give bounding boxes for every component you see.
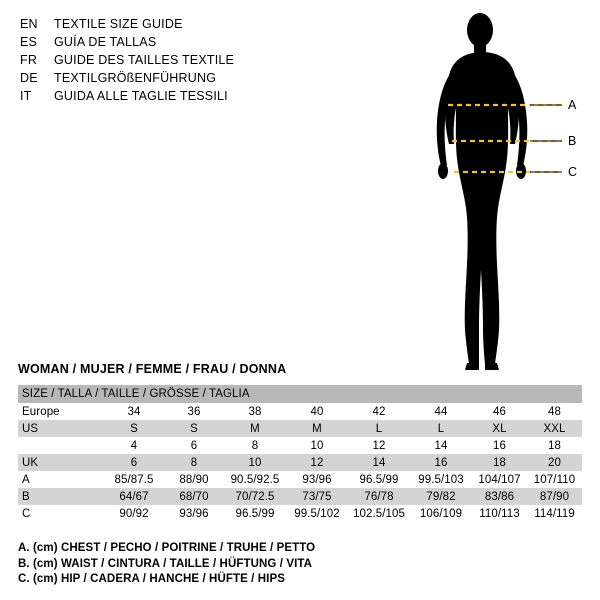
cell: 6 (164, 437, 224, 454)
language-row (20, 34, 350, 51)
cell: 90/92 (104, 505, 164, 522)
cell: 14 (410, 437, 472, 454)
row-label (18, 437, 104, 454)
cell: 16 (410, 454, 472, 471)
cell: 16 (472, 437, 527, 454)
language-text: TEXTILGRÖßENFÜHRUNG (54, 71, 217, 85)
measurement-legend (18, 541, 518, 588)
cell: 8 (224, 437, 286, 454)
language-code: FR (20, 53, 38, 67)
language-code: EN (20, 17, 38, 31)
legend-line-b: B. (cm) WAIST / CINTURA / TAILLE / HÜFTUNG / VITA (18, 557, 313, 570)
cell: 73/75 (286, 488, 348, 505)
cell: M (286, 420, 348, 437)
cell: XL (472, 420, 527, 437)
measure-label-c: C (568, 165, 578, 179)
female-silhouette-icon (380, 8, 590, 378)
cell: 6 (104, 454, 164, 471)
cell: 18 (527, 437, 582, 454)
row-label: A (18, 471, 104, 488)
cell: 36 (164, 403, 224, 420)
legend-line-a: A. (cm) CHEST / PECHO / POITRINE / TRUHE / PETTO (18, 542, 316, 554)
row-label: Europe (18, 403, 104, 420)
cell: 38 (224, 403, 286, 420)
cell: 10 (224, 454, 286, 471)
cell: 4 (104, 437, 164, 454)
cell: 99.5/102 (286, 505, 348, 522)
measure-label-a: A (568, 98, 577, 112)
table-row (18, 420, 582, 437)
cell: 12 (348, 437, 410, 454)
cell: 64/67 (104, 488, 164, 505)
cell: 104/107 (472, 471, 527, 488)
language-text: GUIDA ALLE TAGLIE TESSILI (54, 89, 228, 103)
cell: M (224, 420, 286, 437)
cell: 18 (472, 454, 527, 471)
cell: 70/72.5 (224, 488, 286, 505)
size-table-wrapper (18, 385, 582, 522)
language-text: GUÍA DE TALLAS (54, 35, 157, 49)
cell: 34 (104, 403, 164, 420)
table-header-row (18, 385, 582, 403)
cell: 83/86 (472, 488, 527, 505)
table-row (18, 488, 582, 505)
cell: L (348, 420, 410, 437)
section-title: WOMAN / MUJER / FEMME / FRAU / DONNA (18, 362, 287, 376)
cell: 12 (286, 454, 348, 471)
language-text: GUIDE DES TAILLES TEXTILE (54, 53, 235, 67)
cell: 48 (527, 403, 582, 420)
cell: 8 (164, 454, 224, 471)
cell: 114/119 (527, 505, 582, 522)
cell: 79/82 (410, 488, 472, 505)
language-row (20, 88, 350, 105)
table-row (18, 437, 582, 454)
table-row (18, 471, 582, 488)
cell: 90.5/92.5 (224, 471, 286, 488)
body-figure (380, 8, 590, 378)
cell: 93/96 (164, 505, 224, 522)
cell: 99.5/103 (410, 471, 472, 488)
cell: 40 (286, 403, 348, 420)
size-table (18, 385, 582, 522)
cell: 88/90 (164, 471, 224, 488)
cell: 106/109 (410, 505, 472, 522)
cell: 85/87.5 (104, 471, 164, 488)
language-text: TEXTILE SIZE GUIDE (54, 17, 183, 31)
measure-label-b: B (568, 134, 577, 148)
table-header-label: SIZE / TALLA / TAILLE / GRÖSSE / TAGLIA (18, 385, 582, 403)
cell: 10 (286, 437, 348, 454)
cell: 107/110 (527, 471, 582, 488)
cell: 93/96 (286, 471, 348, 488)
row-label: UK (18, 454, 104, 471)
cell: 110/113 (472, 505, 527, 522)
cell: 44 (410, 403, 472, 420)
row-label: US (18, 420, 104, 437)
language-list (20, 16, 350, 106)
cell: 14 (348, 454, 410, 471)
language-code: IT (20, 89, 32, 103)
cell: 20 (527, 454, 582, 471)
language-row (20, 52, 350, 69)
cell: XXL (527, 420, 582, 437)
cell: 68/70 (164, 488, 224, 505)
language-code: ES (20, 35, 38, 49)
cell: L (410, 420, 472, 437)
language-row (20, 16, 350, 33)
table-row (18, 505, 582, 522)
cell: 76/78 (348, 488, 410, 505)
language-row (20, 70, 350, 87)
language-code: DE (20, 71, 38, 85)
cell: 42 (348, 403, 410, 420)
cell: 96.5/99 (224, 505, 286, 522)
table-row (18, 403, 582, 420)
table-row (18, 454, 582, 471)
cell: 96.5/99 (348, 471, 410, 488)
cell: 87/90 (527, 488, 582, 505)
row-label: C (18, 505, 104, 522)
cell: 102.5/105 (348, 505, 410, 522)
legend-line-c: C. (cm) HIP / CADERA / HANCHE / HÜFTE / HIPS (18, 573, 286, 585)
cell: S (104, 420, 164, 437)
cell: 46 (472, 403, 527, 420)
row-label: B (18, 488, 104, 505)
cell: S (164, 420, 224, 437)
